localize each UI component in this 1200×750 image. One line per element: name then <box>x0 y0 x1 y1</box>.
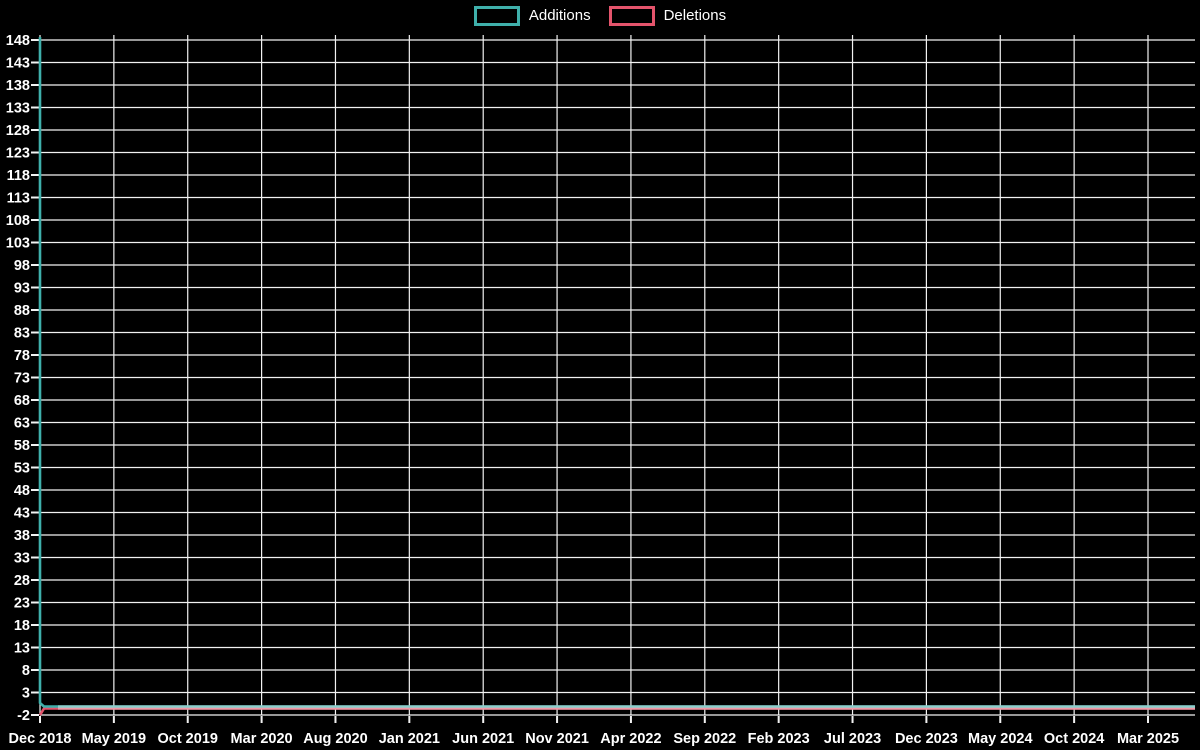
x-tick-label: Dec 2023 <box>894 731 958 747</box>
y-tick-label: 78 <box>13 348 30 364</box>
y-tick-label: 23 <box>13 595 30 612</box>
y-tick-label: 33 <box>13 550 30 567</box>
x-tick-label: Jul 2023 <box>823 731 882 747</box>
legend-item-deletions[interactable] <box>609 5 727 27</box>
x-tick-label: May 2024 <box>968 731 1033 747</box>
additions-swatch <box>474 6 520 26</box>
x-tick-label: Jun 2021 <box>452 731 515 747</box>
y-tick-label: 133 <box>5 100 30 117</box>
y-tick-label: -2 <box>17 708 30 724</box>
x-tick-label: Aug 2020 <box>303 731 368 747</box>
x-tick-label: Oct 2024 <box>1043 731 1105 747</box>
y-tick-label: 148 <box>5 33 30 49</box>
x-tick-label: Mar 2025 <box>1116 731 1180 747</box>
x-tick-label: Feb 2023 <box>747 731 810 747</box>
y-tick-label: 8 <box>21 663 30 679</box>
y-tick-label: 13 <box>13 640 30 657</box>
legend-label-deletions: Deletions <box>663 7 727 24</box>
x-tick-label: Dec 2018 <box>8 731 72 747</box>
legend-item-additions[interactable] <box>474 5 591 27</box>
y-tick-label: 118 <box>6 168 30 184</box>
y-tick-label: 3 <box>21 685 30 702</box>
y-tick-label: 43 <box>13 505 30 522</box>
x-tick-label: Apr 2022 <box>600 731 662 747</box>
y-tick-label: 48 <box>13 483 30 499</box>
x-tick-label: May 2019 <box>81 731 147 747</box>
y-tick-label: 18 <box>13 618 30 634</box>
y-tick-label: 128 <box>5 123 30 139</box>
y-tick-label: 108 <box>5 213 30 229</box>
legend-label-additions: Additions <box>528 7 591 24</box>
y-tick-label: 58 <box>13 438 30 454</box>
y-tick-label: 83 <box>13 325 30 342</box>
additions-line <box>40 37 1195 707</box>
x-tick-label: Oct 2019 <box>157 731 218 747</box>
y-tick-label: 103 <box>5 235 30 252</box>
x-tick-label: Nov 2021 <box>525 731 589 747</box>
y-tick-label: 138 <box>5 78 30 94</box>
y-tick-label: 93 <box>13 280 30 297</box>
y-tick-label: 113 <box>6 190 30 207</box>
y-tick-label: 63 <box>13 415 30 432</box>
y-tick-label: 88 <box>13 303 30 319</box>
y-tick-label: 28 <box>13 573 30 589</box>
y-tick-label: 123 <box>5 145 30 162</box>
x-tick-label: Sep 2022 <box>673 731 737 747</box>
chart-legend <box>0 5 1200 27</box>
x-tick-label: Jan 2021 <box>378 731 440 747</box>
y-tick-label: 73 <box>13 370 30 387</box>
y-tick-label: 143 <box>5 55 30 72</box>
x-tick-label: Mar 2020 <box>230 731 293 747</box>
y-tick-label: 98 <box>13 258 30 274</box>
y-tick-label: 68 <box>13 393 30 409</box>
deletions-swatch <box>609 6 655 26</box>
y-tick-label: 53 <box>13 460 30 477</box>
y-tick-label: 38 <box>13 528 30 544</box>
